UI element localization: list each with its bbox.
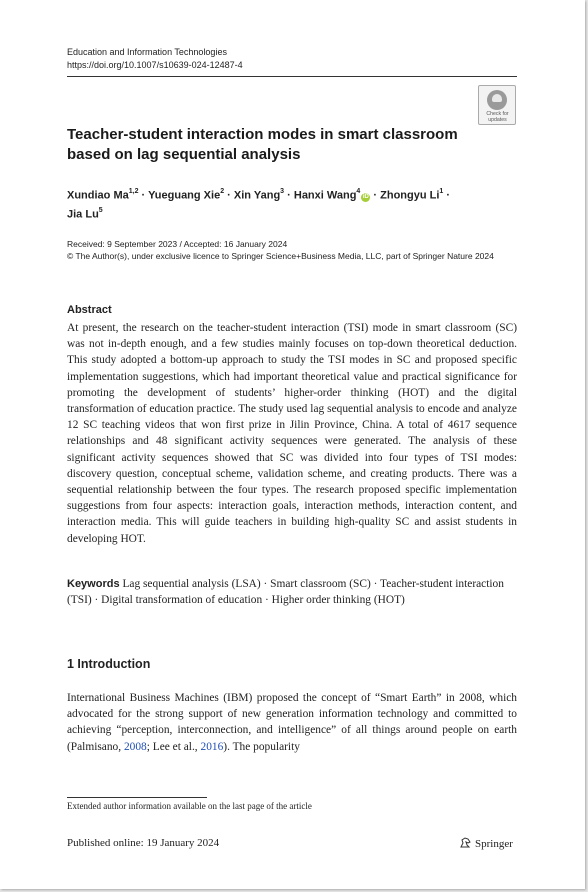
citation-link[interactable]: 2016 (200, 740, 224, 753)
orcid-icon[interactable]: iD (362, 193, 369, 200)
journal-header (67, 46, 243, 72)
doi-link[interactable]: https://doi.org/10.1007/s10639-024-12487-4 (67, 60, 243, 70)
article-title: Teacher-student interaction modes in smart classroom based on lag sequential analysis (67, 126, 458, 163)
received-accepted-dates: Received: 9 September 2023 / Accepted: 16 January 2024 (67, 239, 288, 249)
author-affiliation: 2 (220, 188, 225, 195)
author-affiliation: 1,2 (128, 188, 139, 195)
citation-link[interactable]: 2008 (123, 740, 147, 753)
intro-text: ). The popularity (223, 740, 300, 753)
author-separator: · (446, 189, 451, 202)
intro-text: International Business Machines (IBM) proposed the concept of “Smart Earth” in 2008, which advocated for the strong support of new generation information technology and committed to achieving “perception, interconnection, and intelligence” of all things around people on earth (Palmisano, (67, 692, 517, 753)
author-affiliation: 4 (356, 188, 361, 195)
publisher-name: Springer (475, 838, 513, 850)
author-name[interactable]: Yueguang Xie (148, 189, 221, 202)
footnote-rule (67, 797, 207, 798)
copyright-notice: © The Author(s), under exclusive licence to Springer Science+Business Media, LLC, part of Springer Nature 2024 (67, 251, 494, 261)
article-meta (67, 238, 517, 262)
author-separator: · (227, 189, 231, 202)
author-affiliation: 1 (439, 188, 444, 195)
publisher-logo (459, 836, 513, 850)
author-separator: · (373, 189, 378, 202)
check-updates-icon (487, 90, 507, 110)
keywords-label: Keywords (67, 578, 120, 590)
author-name[interactable]: Zhongyu Li (380, 189, 440, 202)
abstract-heading: Abstract (67, 304, 112, 316)
abstract-text: At present, the research on the teacher-student interaction (TSI) mode in smart classroom (SC) was not in-depth enough, and a few studies mainly focuses on top-down theoretical deduction. This study adopted a bottom-up approach to study the TSI modes in SC and proposed specific implementation suggestions, which had important theoretical value and practical significance for promoting the development of students’ higher-order thinking (HOT) and the digital transformation of education practice. The study used lag sequential analysis to encode and analyze 12 SC teaching videos that won first prize in Jilin Province, China. A total of 4617 sequence relationships and 48 significant activity sequences were generated. The analysis of these significant activity sequences showed that SC was divided into four types of TSI modes: discovery question, conceptual scheme, validation scheme, and creating products. There was a sequential relationship between the four types. The research proposed specific implementation suggestions from four aspects: interaction goals, interaction methods, interaction content, and interaction media. This will guide teachers in building high-quality SC and assist students in developing HOT. (67, 322, 517, 545)
keywords-text: Lag sequential analysis (LSA) · Smart classroom (SC) · Teacher-student interaction (TSI) · Digital transformation of education · Higher order thinking (HOT) (67, 578, 504, 607)
intro-text: ; Lee et al., (146, 740, 201, 753)
check-for-updates-button[interactable] (478, 85, 516, 125)
author-affiliation: 5 (98, 206, 103, 214)
author-separator: · (141, 189, 146, 202)
keywords (67, 576, 507, 608)
intro-paragraph (67, 690, 517, 755)
author-affiliation: 3 (280, 188, 285, 195)
header-rule (67, 76, 517, 77)
published-date: Published online: 19 January 2024 (67, 837, 220, 849)
journal-name: Education and Information Technologies (67, 47, 227, 57)
author-name[interactable]: Xin Yang (233, 189, 281, 202)
footnote: Extended author information available on the last page of the article (67, 801, 312, 811)
author-list (67, 185, 507, 222)
springer-horse-icon (459, 836, 472, 849)
author-name[interactable]: Jia Lu (67, 208, 99, 221)
check-updates-label: Check for updates (486, 111, 509, 123)
author-name[interactable]: Hanxi Wang (293, 189, 357, 202)
section-heading: 1 Introduction (67, 657, 151, 671)
author-separator: · (287, 189, 291, 202)
author-name[interactable]: Xundiao Ma (67, 189, 129, 202)
